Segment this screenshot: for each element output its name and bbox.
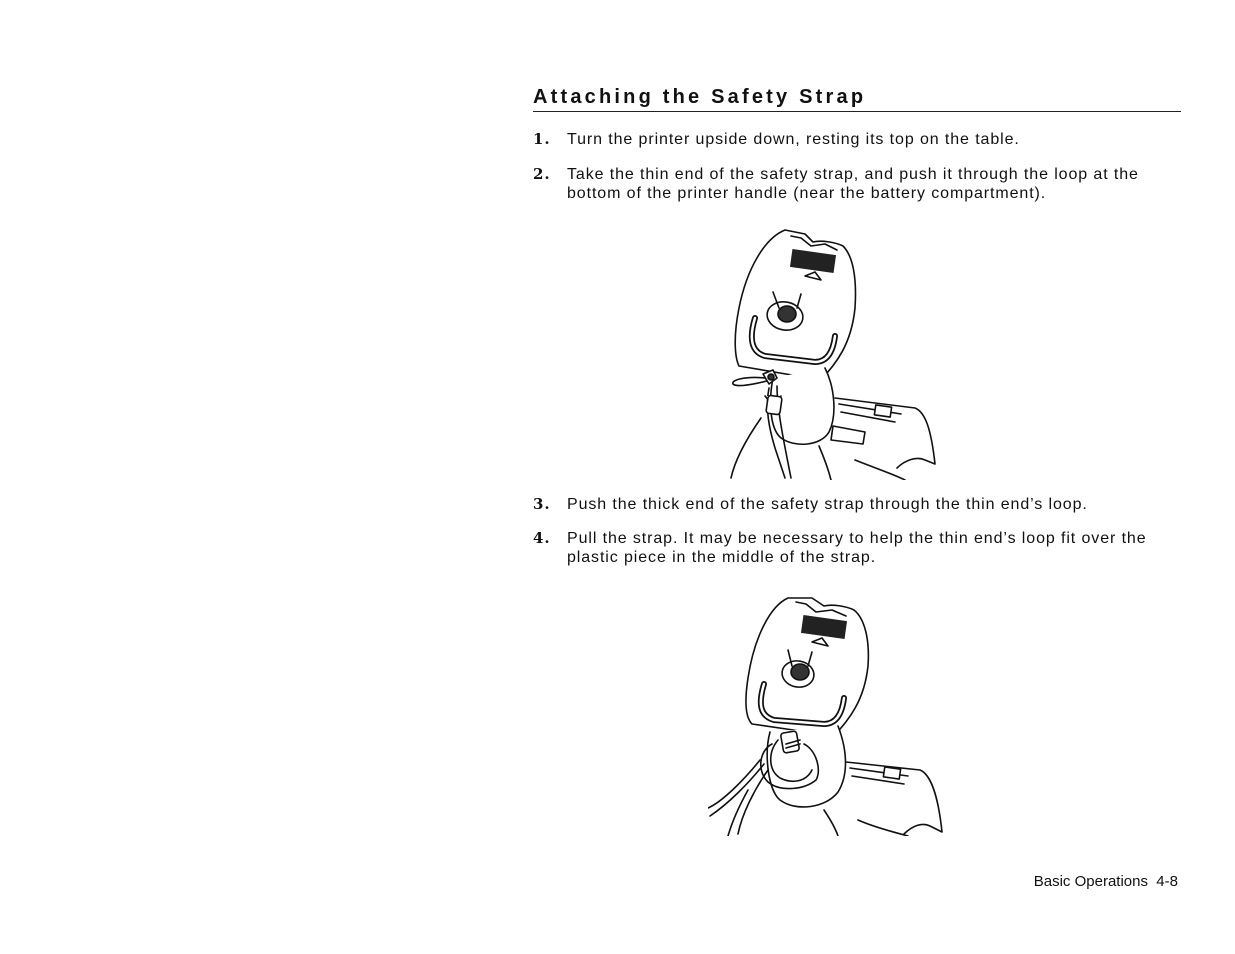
section-heading: Attaching the Safety Strap bbox=[533, 86, 1181, 112]
step-2 bbox=[533, 165, 1183, 203]
step-text: Pull the strap. It may be necessary to help the thin end’s loop fit over the plastic piece in the middle of the strap. bbox=[567, 530, 1147, 566]
figure-strap-pulled-illustration bbox=[708, 594, 948, 836]
step-number: 4. bbox=[533, 529, 551, 547]
step-number: 2. bbox=[533, 165, 551, 183]
page-footer: Basic Operations 4-8 bbox=[1033, 873, 1178, 890]
step-text: Push the thick end of the safety strap through the thin end’s loop. bbox=[567, 496, 1088, 513]
step-4 bbox=[533, 529, 1183, 567]
figure-strap-loop-illustration bbox=[725, 228, 940, 480]
step-number: 1. bbox=[533, 130, 551, 148]
step-text: Turn the printer upside down, resting its top on the table. bbox=[567, 131, 1020, 148]
step-1 bbox=[533, 130, 1183, 149]
step-number: 3. bbox=[533, 495, 551, 513]
step-3 bbox=[533, 495, 1183, 514]
step-text: Take the thin end of the safety strap, and push it through the loop at the bottom of the printer handle (near the battery compartment). bbox=[567, 166, 1139, 202]
